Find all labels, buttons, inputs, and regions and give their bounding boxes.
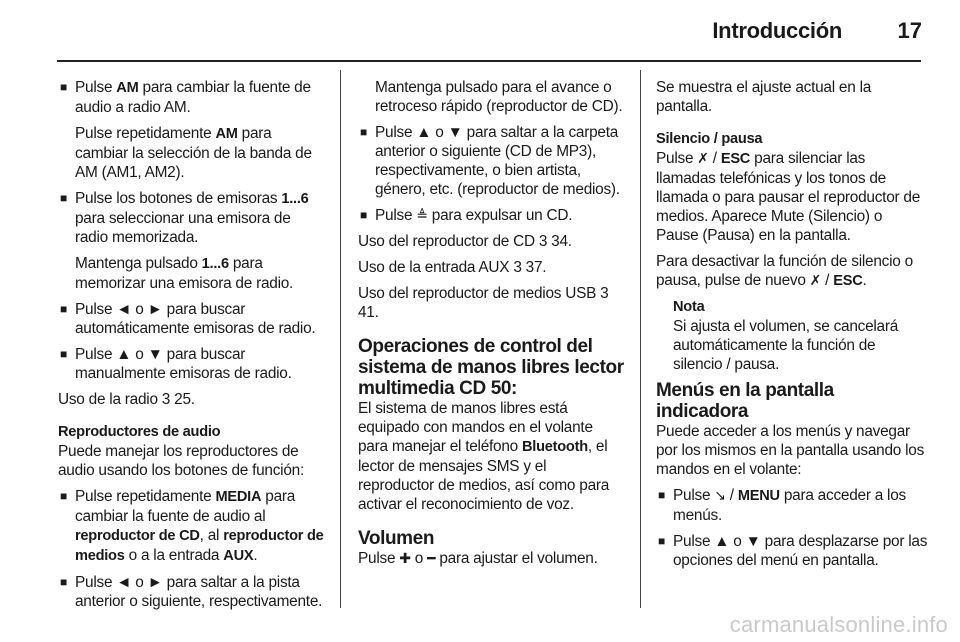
bullet-icon: ■: [360, 125, 367, 139]
minus-icon: ━: [427, 550, 436, 566]
list-item: ■ Pulse ◄ o ► para buscar automáticamente emisoras de radio.: [60, 301, 316, 337]
paragraph: Para desactivar la función de silencio o pausa, pulse de nuevo ✗ / ESC.: [656, 253, 913, 289]
bullet-icon: ■: [360, 208, 367, 222]
paragraph: Pulse ✚ o ━ para ajustar el volumen.: [358, 550, 598, 567]
paragraph: Puede acceder a los menús y navegar por los mismos en la pantalla usando los mandos en el volante:: [656, 423, 925, 478]
watermark: carmanualsonline.info: [729, 612, 948, 637]
paragraph: Se muestra el ajuste actual en la pantalla.: [656, 79, 872, 115]
column-divider-2: [640, 70, 641, 608]
list-item: ■ Pulse ≜ para expulsar un CD.: [360, 207, 573, 224]
section-heading: Reproductores de audio: [58, 424, 221, 440]
mute-icon: ✗: [697, 150, 709, 166]
section-heading: Volumen: [358, 528, 435, 549]
paragraph: El sistema de manos libres está equipado con mandos en el volante para manejar el teléfono Bluetooth, el lector de mensajes SMS y el reproductor de medios, así como para activar el reconocimiento de voz.: [358, 400, 610, 513]
sub-paragraph: Mantenga pulsado para el avance o retroceso rápido (reproductor de CD).: [375, 79, 623, 115]
paragraph: Uso del reproductor de CD 3 34.: [358, 233, 572, 250]
list-item: ■ Pulse ▲ o ▼ para desplazarse por las opciones del menú en pantalla.: [658, 533, 928, 569]
paragraph: Puede manejar los reproductores de audio usando los botones de función:: [58, 443, 304, 479]
sub-paragraph: Pulse repetidamente AM para cambiar la selección de la banda de AM (AM1, AM2).: [75, 125, 312, 181]
bullet-icon: ■: [658, 534, 665, 548]
section-heading: Silencio / pausa: [656, 131, 763, 147]
list-item: ■ Pulse los botones de emisoras 1...6 para seleccionar una emisora de radio memorizada.: [60, 190, 309, 246]
list-item: ■ Pulse ▲ o ▼ para saltar a la carpeta anterior o siguiente (CD de MP3), respectivamente, o bien artista, género, etc. (reproductor de medios).: [360, 124, 620, 198]
column-1: [58, 78, 326, 618]
paragraph: Uso del reproductor de medios USB 3 41.: [358, 285, 609, 321]
column-3: [656, 78, 928, 577]
bullet-icon: ■: [658, 488, 665, 502]
page-header: [0, 14, 960, 54]
column-2: [358, 78, 626, 575]
mute-icon: ✗: [809, 272, 822, 288]
page-title: Introducción: [712, 18, 842, 43]
page-number: 17: [897, 18, 922, 43]
bullet-icon: ■: [60, 575, 67, 589]
plus-icon: ✚: [399, 550, 411, 566]
list-item: ■ Pulse ▲ o ▼ para buscar manualmente emisoras de radio.: [60, 346, 292, 382]
list-item: ■ Pulse repetidamente MEDIA para cambiar la fuente de audio al reproductor de CD, al reproductor de medios o a la entrada AUX.: [60, 488, 324, 564]
bullet-icon: ■: [60, 302, 67, 316]
eject-icon: ≜: [416, 207, 428, 223]
paragraph: Uso de la entrada AUX 3 37.: [358, 259, 547, 276]
column-divider-1: [340, 70, 341, 608]
list-item: ■ Pulse ↘ / MENU para acceder a los menús.: [658, 487, 906, 524]
bullet-icon: ■: [60, 347, 67, 361]
paragraph: Pulse ✗ / ESC para silenciar las llamadas telefónicas y los tonos de llamada o para pausar el reproductor de medios. Aparece Mute (Silencio) o Pause (Pausa) en la pantalla.: [656, 150, 921, 244]
section-heading: Operaciones de control del sistema de manos libres lector multimedia CD 50:: [358, 336, 624, 399]
note-title: Nota: [673, 299, 705, 315]
list-item: ■ Pulse ◄ o ► para saltar a la pista anterior o siguiente, respectivamente.: [60, 574, 323, 610]
bullet-icon: ■: [60, 489, 67, 503]
list-item: ■ Pulse AM para cambiar la fuente de audio a radio AM.: [60, 79, 311, 116]
header-rule: [57, 60, 921, 62]
note-text: Si ajusta el volumen, se cancelará automáticamente la función de silencio / pausa.: [673, 318, 899, 373]
sub-paragraph: Mantenga pulsado 1...6 para memorizar una emisora de radio.: [75, 255, 294, 292]
bullet-icon: ■: [60, 191, 67, 205]
note-box: [656, 298, 928, 374]
section-heading: Menús en la pantalla indicadora: [656, 380, 834, 422]
bullet-icon: ■: [60, 80, 67, 94]
menu-icon: ↘: [714, 487, 726, 503]
paragraph: Uso de la radio 3 25.: [58, 391, 195, 408]
